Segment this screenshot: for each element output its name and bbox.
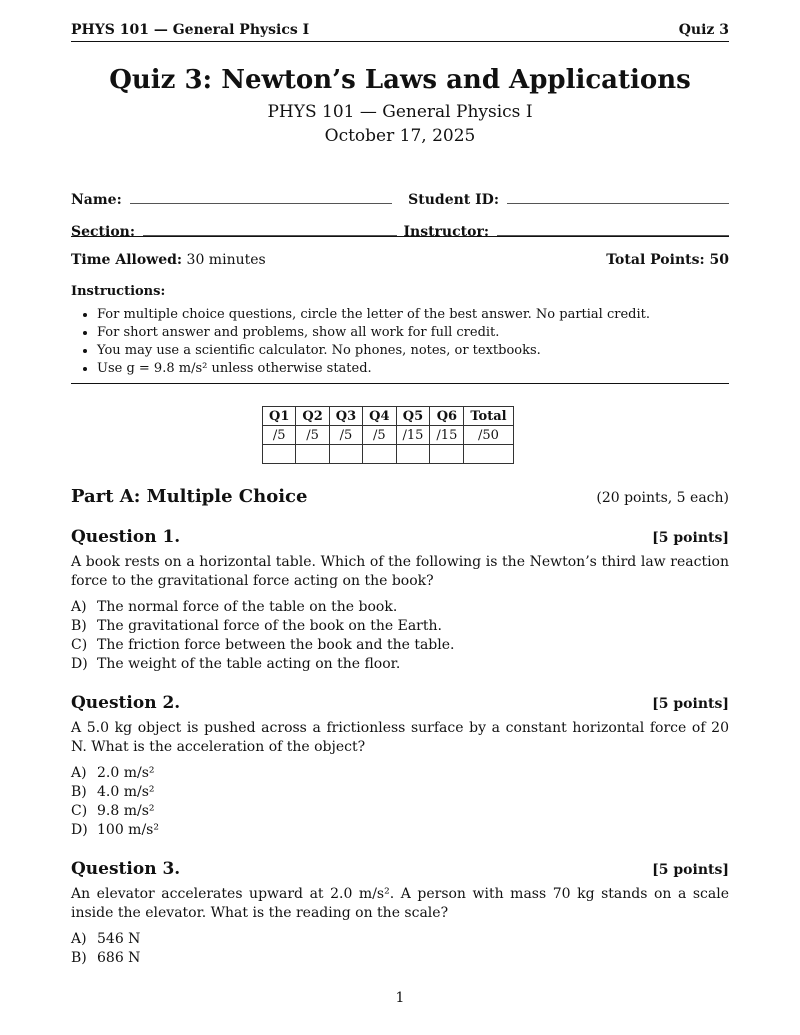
choice-item[interactable] — [71, 930, 729, 949]
question-points: [5 points] — [652, 862, 729, 878]
question-2-heading — [71, 693, 729, 713]
score-max: /15 — [430, 426, 464, 445]
instruction-item: • For short answer and problems, show all work for full credit. — [97, 324, 755, 342]
time-allowed — [71, 252, 266, 268]
student-info-fields — [71, 176, 729, 240]
page-number: 1 — [395, 990, 405, 1006]
instruction-item: • Use g = 9.8 m/s² unless otherwise stated. — [97, 360, 755, 378]
part-a-points: (20 points, 5 each) — [596, 490, 729, 506]
choice-text: 100 m/s² — [97, 822, 159, 838]
question-text: An elevator accelerates upward at 2.0 m/s². A person with mass 70 kg stands on a scale inside the elevator. What is the reading on the scale? — [71, 886, 729, 921]
score-table-header-row — [263, 407, 514, 426]
instructions-list — [71, 306, 755, 378]
score-header: Q5 — [396, 407, 430, 426]
choice-letter: B) — [71, 618, 87, 634]
choice-letter: A) — [71, 931, 87, 947]
section-label: Section: — [71, 224, 136, 240]
choice-text: The normal force of the table on the book. — [97, 599, 398, 615]
name-label: Name: — [71, 192, 122, 208]
score-entry-cell[interactable] — [396, 445, 430, 464]
section-field[interactable] — [71, 224, 397, 240]
header-course: PHYS 101 — General Physics I — [71, 22, 310, 38]
choice-text: 686 N — [97, 950, 141, 966]
instructor-label: Instructor: — [403, 224, 489, 240]
instruction-item: • You may use a scientific calculator. No phones, notes, or textbooks. — [97, 342, 755, 360]
choice-item[interactable] — [71, 617, 729, 636]
score-max: /5 — [363, 426, 396, 445]
quiz-page — [71, 0, 729, 1035]
course-subtitle: PHYS 101 — General Physics I — [267, 102, 533, 122]
choice-item[interactable] — [71, 783, 729, 802]
score-table-entry-row — [263, 445, 514, 464]
question-title: Question 3. — [71, 859, 181, 879]
score-header: Q2 — [296, 407, 329, 426]
question-1-choices — [71, 598, 729, 674]
question-3-choices — [71, 930, 729, 968]
score-entry-cell[interactable] — [296, 445, 329, 464]
choice-letter: D) — [71, 822, 88, 838]
quiz-date: October 17, 2025 — [324, 126, 476, 146]
score-header: Q6 — [430, 407, 464, 426]
question-points: [5 points] — [652, 530, 729, 546]
instructor-field[interactable] — [403, 224, 729, 240]
question-3-heading — [71, 859, 729, 879]
instructions-heading: Instructions: — [71, 284, 166, 299]
score-table-points-row — [263, 426, 514, 445]
choice-text: The friction force between the book and the table. — [97, 637, 455, 653]
score-header: Total — [464, 407, 513, 426]
score-max: /5 — [296, 426, 329, 445]
question-points: [5 points] — [652, 696, 729, 712]
question-1-heading — [71, 527, 729, 547]
quiz-meta — [71, 252, 729, 268]
score-max: /15 — [396, 426, 430, 445]
score-max: /5 — [329, 426, 362, 445]
part-a-heading — [71, 486, 729, 507]
choice-item[interactable] — [71, 802, 729, 821]
score-max: /5 — [263, 426, 296, 445]
score-table — [262, 406, 514, 464]
score-entry-cell[interactable] — [363, 445, 396, 464]
total-points: Total Points: 50 — [606, 252, 729, 268]
choice-letter: C) — [71, 637, 88, 653]
time-value: 30 minutes — [186, 252, 266, 268]
running-header — [71, 22, 729, 42]
choice-letter: A) — [71, 765, 87, 781]
part-a-title: Part A: Multiple Choice — [71, 486, 308, 507]
choice-text: The weight of the table acting on the floor. — [97, 656, 401, 672]
instruction-item: • For multiple choice questions, circle the letter of the best answer. No partial credit. — [97, 306, 755, 324]
score-max: /50 — [464, 426, 513, 445]
choice-item[interactable] — [71, 821, 729, 840]
page-title: Quiz 3: Newton’s Laws and Applications — [109, 65, 691, 95]
title-block — [71, 62, 729, 148]
student-id-line[interactable] — [507, 203, 729, 204]
score-header: Q4 — [363, 407, 396, 426]
choice-item[interactable] — [71, 655, 729, 674]
choice-text: 2.0 m/s² — [97, 765, 155, 781]
choice-text: 546 N — [97, 931, 141, 947]
question-text: A book rests on a horizontal table. Which of the following is the Newton’s third law reaction force to the gravitational force acting on the book? — [71, 554, 729, 589]
score-header: Q1 — [263, 407, 296, 426]
choice-text: 4.0 m/s² — [97, 784, 155, 800]
student-id-label: Student ID: — [408, 192, 499, 208]
name-field[interactable] — [71, 192, 392, 208]
choice-letter: B) — [71, 950, 87, 966]
choice-item[interactable] — [71, 764, 729, 783]
header-quiz: Quiz 3 — [678, 22, 729, 38]
name-line[interactable] — [130, 203, 392, 204]
question-2-choices — [71, 764, 729, 840]
choice-letter: A) — [71, 599, 87, 615]
question-title: Question 2. — [71, 693, 181, 713]
score-entry-cell[interactable] — [464, 445, 513, 464]
divider — [71, 236, 729, 237]
choice-item[interactable] — [71, 636, 729, 655]
student-id-field[interactable] — [408, 192, 729, 208]
choice-letter: C) — [71, 803, 88, 819]
choice-letter: B) — [71, 784, 87, 800]
choice-item[interactable] — [71, 598, 729, 617]
score-header: Q3 — [329, 407, 362, 426]
time-label: Time Allowed: — [71, 252, 183, 268]
divider — [71, 383, 729, 384]
score-entry-cell[interactable] — [430, 445, 464, 464]
choice-text: The gravitational force of the book on the Earth. — [97, 618, 442, 634]
choice-text: 9.8 m/s² — [97, 803, 155, 819]
score-entry-cell[interactable] — [329, 445, 362, 464]
score-entry-cell[interactable] — [263, 445, 296, 464]
question-title: Question 1. — [71, 527, 181, 547]
choice-item[interactable] — [71, 949, 729, 968]
choice-letter: D) — [71, 656, 88, 672]
question-text: A 5.0 kg object is pushed across a frictionless surface by a constant horizontal force of 20 N. What is the acceleration of the object? — [71, 720, 729, 755]
